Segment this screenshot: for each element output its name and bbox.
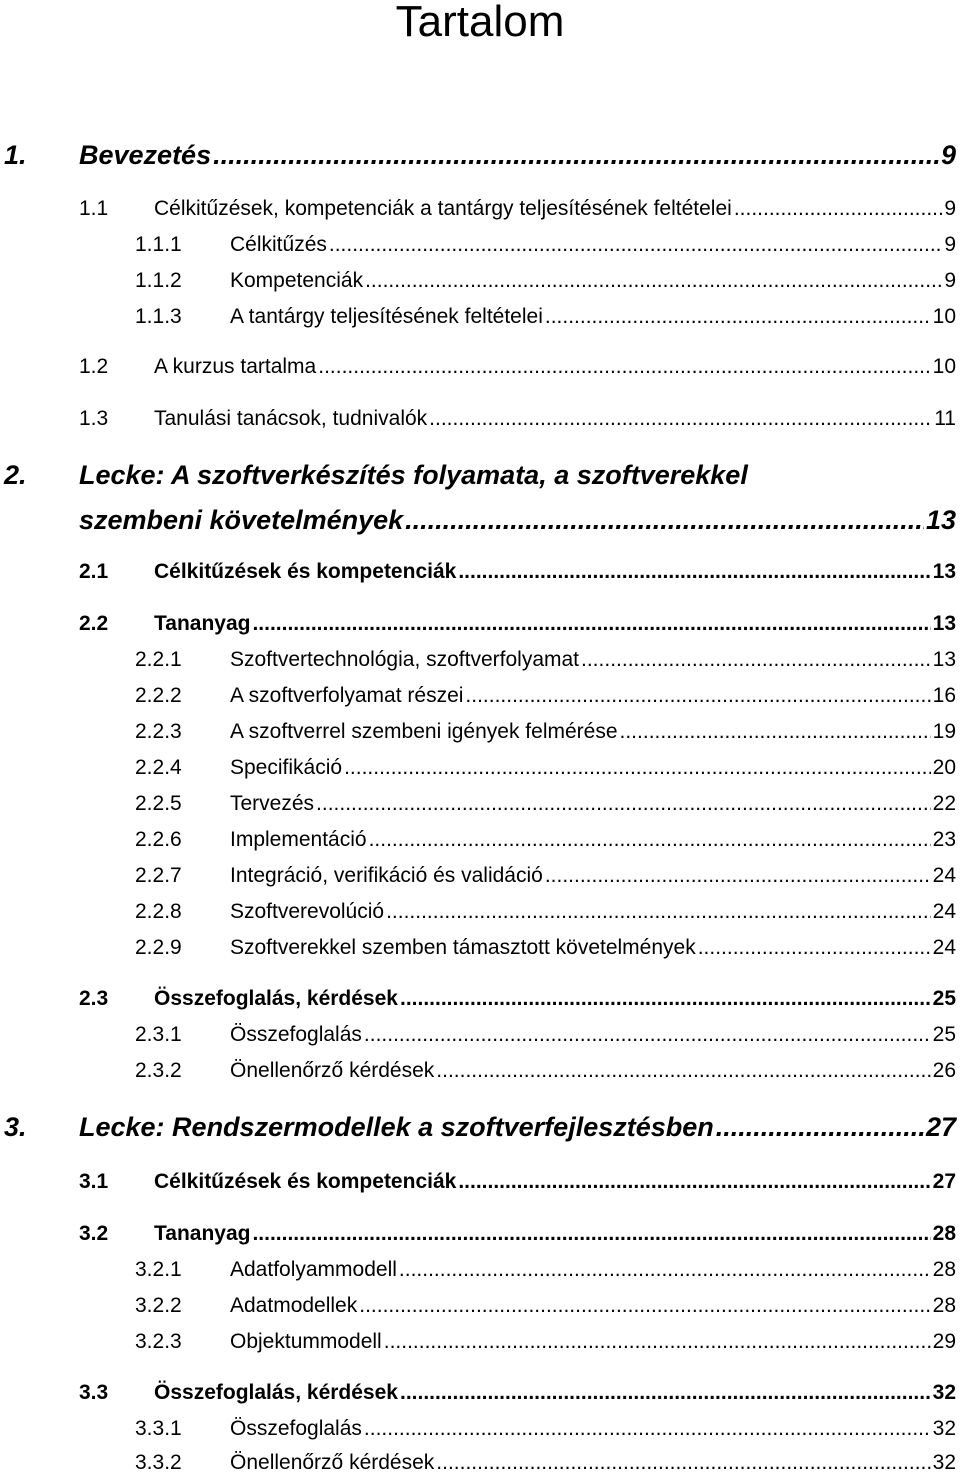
toc-entry-page: 32 <box>932 1417 956 1440</box>
toc-entry-title: Összefoglalás <box>230 1417 362 1440</box>
toc-entry-page: 27 <box>925 1112 956 1142</box>
dot-leader <box>400 1381 931 1405</box>
toc-entry-2-2-4[interactable] <box>135 756 956 780</box>
toc-entry-title: Tanulási tanácsok, tudnivalók <box>154 407 428 430</box>
toc-entry-2[interactable] <box>79 505 956 536</box>
toc-entry-title: Összefoglalás <box>230 1023 362 1046</box>
dot-leader <box>384 1330 931 1354</box>
toc-entry-page: 25 <box>932 987 956 1010</box>
toc-entry-number: 2.2.3 <box>135 720 182 743</box>
toc-entry-page: 19 <box>932 720 956 743</box>
toc-entry-3-2-2[interactable] <box>135 1294 956 1318</box>
toc-entry-number: 3. <box>4 1112 27 1142</box>
dot-leader <box>364 1023 931 1047</box>
dot-leader <box>716 1112 924 1143</box>
toc-entry-number: 3.3.1 <box>135 1417 182 1440</box>
toc-entry-title: Kompetenciák <box>230 269 364 292</box>
toc-entry-number: 1.1 <box>79 197 109 220</box>
toc-entry-2-2-2[interactable] <box>135 684 956 708</box>
toc-entry-2-2-8[interactable] <box>135 900 956 924</box>
toc-entry-number: 3.3 <box>79 1381 109 1404</box>
toc-entry-page: 13 <box>932 560 956 583</box>
toc-entry-2-3-1[interactable] <box>135 1023 956 1047</box>
toc-entry-number: 2.2.1 <box>135 648 182 671</box>
dot-leader <box>365 269 942 293</box>
toc-entry-number: 2.3 <box>79 987 109 1010</box>
toc-entry-title: Tananyag <box>154 1222 251 1245</box>
toc-entry-page: 24 <box>932 900 956 923</box>
toc-entry-number: 2.2.6 <box>135 828 182 851</box>
toc-entry-number: 1.1.3 <box>135 305 182 328</box>
toc-entry-page: 24 <box>932 936 956 959</box>
dot-leader <box>465 684 930 708</box>
toc-entry-number: 3.1 <box>79 1170 109 1193</box>
toc-entry-title: Szoftverekkel szemben támasztott követelmények <box>230 936 696 959</box>
toc-entry-number: 2. <box>4 460 27 490</box>
toc-entry-2-first-line[interactable] <box>4 460 748 491</box>
toc-entry-page: 29 <box>932 1330 956 1353</box>
dot-leader <box>581 648 931 672</box>
dot-leader <box>344 756 931 780</box>
toc-entry-page: 26 <box>932 1059 956 1082</box>
dot-leader <box>734 197 943 221</box>
dot-leader <box>252 1222 930 1246</box>
toc-entry-number: 1.3 <box>79 407 109 430</box>
toc-entry-title: Önellenőrző kérdések <box>230 1059 435 1082</box>
dot-leader <box>364 1417 931 1441</box>
toc-entry-3-3[interactable] <box>79 1381 956 1405</box>
toc-entry-number: 1.2 <box>79 355 109 378</box>
toc-entry-number: 3.3.2 <box>135 1451 182 1474</box>
toc-entry-title: Objektummodell <box>230 1330 382 1353</box>
toc-entry-title: Önellenőrző kérdések <box>230 1451 435 1474</box>
toc-entry-title-continued: szembeni követelmények <box>79 505 404 535</box>
toc-entry-title: Célkitűzés <box>230 233 327 256</box>
toc-entry-3-3-2[interactable] <box>135 1451 956 1475</box>
dot-leader <box>429 407 932 431</box>
toc-entry-number: 1.1.1 <box>135 233 182 256</box>
toc-entry-page: 9 <box>944 197 956 220</box>
dot-leader <box>318 355 930 379</box>
dot-leader <box>386 900 931 924</box>
toc-entry-page: 24 <box>932 864 956 887</box>
toc-entry-title: A szoftverfolyamat részei <box>230 684 464 707</box>
toc-entry-title: Célkitűzések, kompetenciák a tantárgy teljesítésének feltételei <box>154 197 732 220</box>
toc-entry-1-1-2[interactable] <box>135 269 956 293</box>
toc-entry-title: Lecke: Rendszermodellek a szoftverfejlesztésben <box>79 1112 714 1142</box>
toc-entry-title: Célkitűzések és kompetenciák <box>154 560 457 583</box>
toc-entry-page: 10 <box>932 355 956 378</box>
toc-entry-title: Tervezés <box>230 792 315 815</box>
toc-entry-number: 3.2 <box>79 1222 109 1245</box>
toc-entry-title: Specifikáció <box>230 756 343 779</box>
toc-entry-page: 11 <box>934 407 956 430</box>
dot-leader <box>316 792 931 816</box>
dot-leader <box>458 1170 930 1194</box>
toc-entry-title: Tananyag <box>154 612 251 635</box>
toc-entry-number: 2.3.1 <box>135 1023 182 1046</box>
toc-entry-number: 2.2.2 <box>135 684 182 707</box>
page-title: Tartalom <box>395 0 565 46</box>
toc-entry-1-1[interactable] <box>79 197 956 221</box>
toc-entry-title: Összefoglalás, kérdések <box>154 987 398 1010</box>
toc-entry-page: 9 <box>944 269 956 292</box>
toc-entry-3-1[interactable] <box>79 1170 956 1194</box>
toc-entry-page: 28 <box>932 1222 956 1245</box>
toc-entry-page: 13 <box>932 612 956 635</box>
toc-entry-page: 27 <box>932 1170 956 1193</box>
toc-entry-1-1-3[interactable] <box>135 305 956 329</box>
toc-entry-3-3-1[interactable] <box>135 1417 956 1441</box>
toc-entry-page: 13 <box>925 505 956 535</box>
dot-leader <box>252 612 930 636</box>
toc-entry-number: 2.2.4 <box>135 756 182 779</box>
toc-entry-page: 28 <box>932 1294 956 1317</box>
toc-entry-title: Integráció, verifikáció és validáció <box>230 864 543 887</box>
toc-entry-1-3[interactable] <box>79 407 956 431</box>
toc-entry-number: 2.2.9 <box>135 936 182 959</box>
toc-entry-2-2-1[interactable] <box>135 648 956 672</box>
toc-entry-title: Implementáció <box>230 828 367 851</box>
toc-entry-3-2-3[interactable] <box>135 1330 956 1354</box>
dot-leader <box>458 560 930 584</box>
toc-entry-title: A kurzus tartalma <box>154 355 317 378</box>
toc-entry-2-2-9[interactable] <box>135 936 956 960</box>
toc-entry-page: 9 <box>940 140 956 170</box>
toc-entry-title: Célkitűzések és kompetenciák <box>154 1170 457 1193</box>
toc-entry-2-3[interactable] <box>79 987 956 1011</box>
toc-entry-page: 16 <box>932 684 956 707</box>
dot-leader <box>436 1451 930 1475</box>
toc-entry-2-2-5[interactable] <box>135 792 956 816</box>
toc-entry-page: 9 <box>944 233 956 256</box>
toc-entry-number: 2.2.8 <box>135 900 182 923</box>
toc-entry-title: Szoftverevolúció <box>230 900 385 923</box>
toc-entry-title: Szoftvertechnológia, szoftverfolyamat <box>230 648 580 671</box>
toc-entry-2-3-2[interactable] <box>135 1059 956 1083</box>
dot-leader <box>400 987 931 1011</box>
dot-leader <box>399 1258 931 1282</box>
toc-entry-2-2[interactable] <box>79 612 956 636</box>
toc-entry-number: 2.2 <box>79 612 109 635</box>
toc-entry-number: 2.3.2 <box>135 1059 182 1082</box>
toc-entry-page: 28 <box>932 1258 956 1281</box>
toc-entry-title: A tantárgy teljesítésének feltételei <box>230 305 543 328</box>
toc-entry-page: 22 <box>932 792 956 815</box>
dot-leader <box>405 505 924 536</box>
toc-entry-title: Adatfolyammodell <box>230 1258 397 1281</box>
toc-entry-page: 25 <box>932 1023 956 1046</box>
toc-entry-page: 23 <box>932 828 956 851</box>
toc-entry-number: 3.2.2 <box>135 1294 182 1317</box>
toc-entry-title: Lecke: A szoftverkészítés folyamata, a szoftverekkel <box>79 460 748 490</box>
toc-entry-title: A szoftverrel szembeni igények felmérése <box>230 720 618 743</box>
dot-leader <box>545 305 931 329</box>
dot-leader <box>213 140 939 171</box>
toc-entry-2-2-6[interactable] <box>135 828 956 852</box>
toc-entry-page: 10 <box>932 305 956 328</box>
toc-entry-2-2-7[interactable] <box>135 864 956 888</box>
toc-entry-title: Adatmodellek <box>230 1294 358 1317</box>
toc-entry-1-2[interactable] <box>79 355 956 379</box>
dot-leader <box>329 233 942 257</box>
toc-entry-2-1[interactable] <box>79 560 956 584</box>
toc-entry-title: Összefoglalás, kérdések <box>154 1381 398 1404</box>
toc-entry-1[interactable] <box>4 140 956 171</box>
toc-entry-page: 32 <box>932 1451 956 1474</box>
toc-entry-number: 1. <box>4 140 27 170</box>
toc-entry-page: 13 <box>932 648 956 671</box>
dot-leader <box>620 720 931 744</box>
dot-leader <box>436 1059 930 1083</box>
toc-entry-page: 32 <box>932 1381 956 1404</box>
toc-entry-page: 20 <box>932 756 956 779</box>
dot-leader <box>369 828 931 852</box>
toc-entry-number: 2.2.7 <box>135 864 182 887</box>
toc-entry-1-1-1[interactable] <box>135 233 956 257</box>
toc-entry-number: 1.1.2 <box>135 269 182 292</box>
toc-entry-2-2-3[interactable] <box>135 720 956 744</box>
dot-leader <box>545 864 931 888</box>
dot-leader <box>698 936 931 960</box>
toc-entry-number: 2.1 <box>79 560 109 583</box>
toc-entry-title: Bevezetés <box>79 140 212 170</box>
toc-entry-3-2[interactable] <box>79 1222 956 1246</box>
toc-entry-number: 3.2.1 <box>135 1258 182 1281</box>
dot-leader <box>359 1294 930 1318</box>
toc-entry-3-2-1[interactable] <box>135 1258 956 1282</box>
toc-entry-number: 3.2.3 <box>135 1330 182 1353</box>
toc-entry-3[interactable] <box>4 1112 956 1143</box>
toc-entry-number: 2.2.5 <box>135 792 182 815</box>
